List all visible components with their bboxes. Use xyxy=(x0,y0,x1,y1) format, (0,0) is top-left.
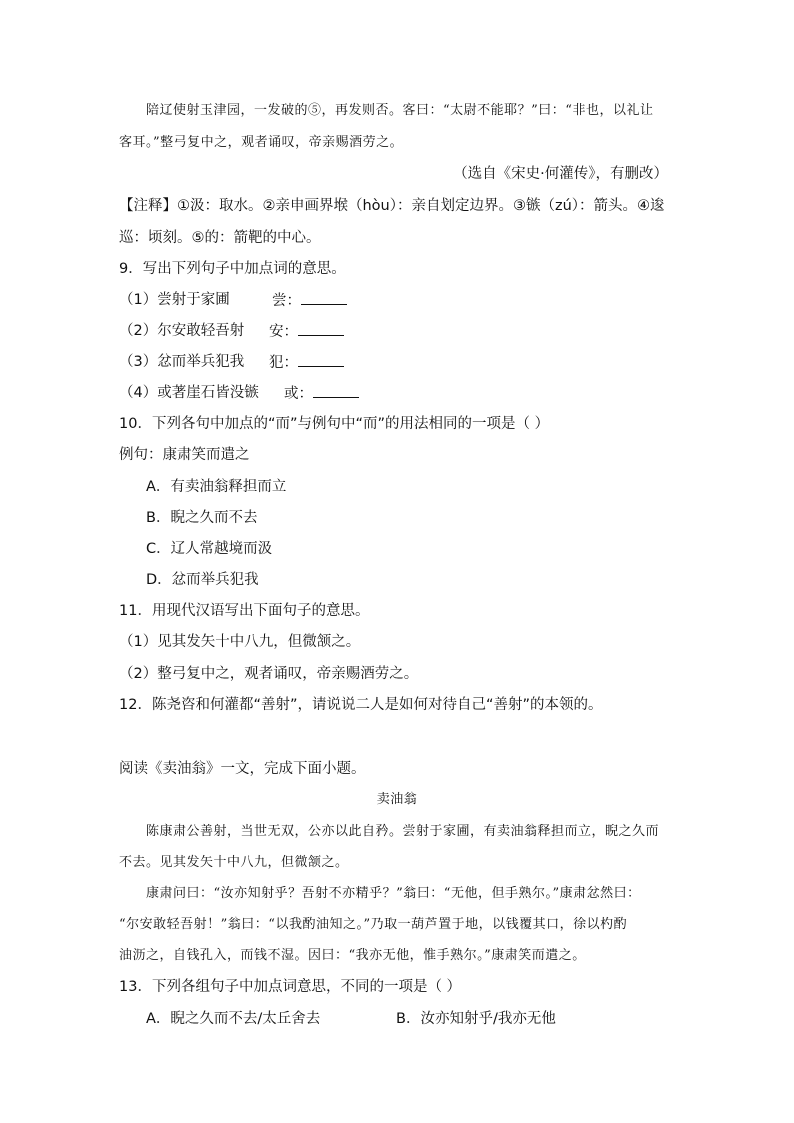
answer-blank[interactable] xyxy=(298,355,344,367)
option-d[interactable]: D．忿而举兵犯我 xyxy=(146,572,259,588)
question-13-stem: 13．下列各组句子中加点词意思，不同的一项是（ ） xyxy=(119,979,462,995)
answer-blank[interactable] xyxy=(301,293,347,305)
item-text: （3）忿而举兵犯我 xyxy=(119,354,245,370)
passage-source: （选自《宋史·何灌传》，有删改） xyxy=(453,166,668,182)
article-title: 卖油翁 xyxy=(376,792,418,807)
item-text: （4）或著崖石皆没镞 xyxy=(119,385,259,401)
question-11-stem: 11．用现代汉语写出下面句子的意思。 xyxy=(119,603,370,619)
question-9-item xyxy=(119,386,259,401)
passage-line: 陪辽使射玉津园，一发破的⑤，再发则否。客曰：“太尉不能耶？”曰：“非也，以礼让 xyxy=(146,103,654,118)
option-c[interactable]: C．辽人常越境而汲 xyxy=(146,541,273,557)
item-key: 安： xyxy=(269,324,298,340)
option-a[interactable]: A．睨之久而不去/太丘舍去 xyxy=(146,1011,321,1027)
article-line: 不去。见其发矢十中八九，但微颔之。 xyxy=(119,855,349,870)
notes-line: 【注释】①汲：取水。②亲申画界堠（hòu）：亲自划定边界。③镞（zú）：箭头。④逡 xyxy=(119,198,665,214)
question-9-item xyxy=(119,324,244,339)
question-10-example: 例句：康肃笑而遣之 xyxy=(119,447,250,463)
item-key: 或： xyxy=(284,386,313,402)
option-b[interactable]: B．汝亦知射乎/我亦无他 xyxy=(396,1011,556,1027)
question-10-stem: 10．下列各句中加点的“而”与例句中“而”的用法相同的一项是（ ） xyxy=(119,416,550,432)
answer-blank[interactable] xyxy=(313,386,359,398)
item-text: （1）尝射于家圃 xyxy=(119,292,230,308)
option-a[interactable]: A．有卖油翁释担而立 xyxy=(146,479,287,495)
answer-slot[interactable] xyxy=(272,293,347,309)
notes-line: 巡：顷刻。⑤的：箭靶的中心。 xyxy=(119,230,321,246)
answer-blank[interactable] xyxy=(298,324,344,336)
question-12-stem: 12．陈尧咨和何灌都“善射”，请说说二人是如何对待自己“善射”的本领的。 xyxy=(119,697,603,713)
section-intro: 阅读《卖油翁》一文，完成下面小题。 xyxy=(119,761,366,777)
item-key: 尝： xyxy=(272,293,301,309)
question-11-item: （2）整弓复中之，观者诵叹，帝亲赐酒劳之。 xyxy=(119,666,419,682)
question-9-stem: 9．写出下列句子中加点词的意思。 xyxy=(119,261,346,277)
question-9-item xyxy=(119,293,230,308)
article-line: 康肃问曰：“汝亦知射乎？吾射不亦精乎？”翁曰：“无他，但手熟尔。”康肃忿然曰： xyxy=(146,886,641,901)
passage-line: 客耳。”整弓复中之，观者诵叹，帝亲赐酒劳之。 xyxy=(119,135,404,150)
item-key: 犯： xyxy=(269,355,298,371)
answer-slot[interactable] xyxy=(284,386,359,402)
option-b[interactable]: B．睨之久而不去 xyxy=(146,510,258,526)
article-line: 陈康肃公善射，当世无双，公亦以此自矜。尝射于家圃，有卖油翁释担而立，睨之久而 xyxy=(146,824,660,839)
article-line: “尔安敢轻吾射！”翁曰：“以我酌油知之。”乃取一葫芦置于地，以钱覆其口，徐以杓酌 xyxy=(119,917,628,932)
item-text: （2）尔安敢轻吾射 xyxy=(119,323,245,339)
article-line: 油沥之，自钱孔入，而钱不湿。因曰：“我亦无他，惟手熟尔。”康肃笑而遣之。 xyxy=(119,948,586,963)
answer-slot[interactable] xyxy=(269,355,344,371)
question-11-item: （1）见其发矢十中八九，但微颔之。 xyxy=(119,634,361,650)
answer-slot[interactable] xyxy=(269,324,344,340)
question-9-item xyxy=(119,355,244,370)
